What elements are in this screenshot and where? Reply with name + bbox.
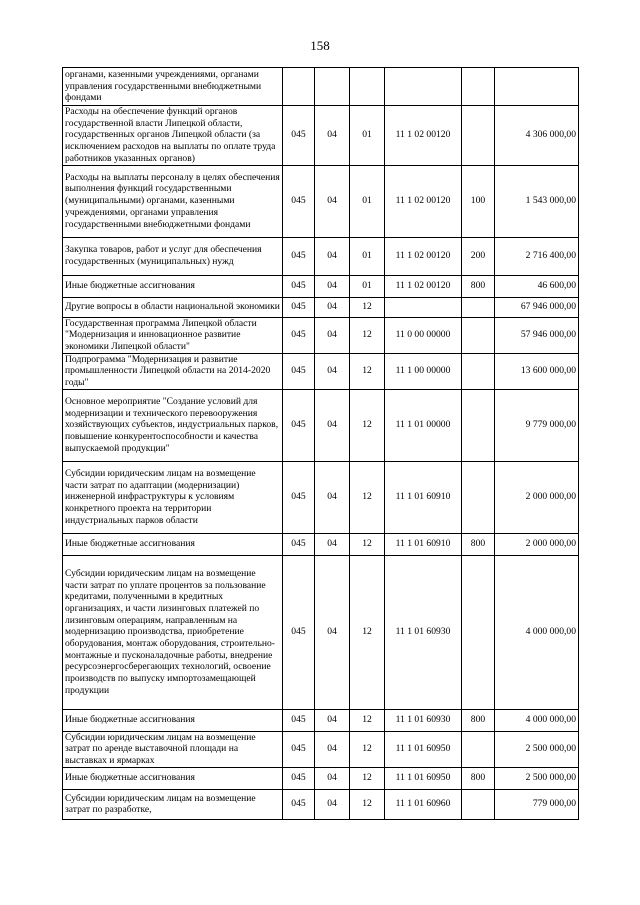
target-article-code: 11 1 01 60930 bbox=[385, 555, 462, 709]
subsection-code: 12 bbox=[350, 731, 385, 767]
subsection-code: 12 bbox=[350, 461, 385, 533]
subsection-code: 12 bbox=[350, 353, 385, 389]
budget-table-body bbox=[63, 68, 579, 820]
section-code: 04 bbox=[315, 389, 350, 461]
section-code: 04 bbox=[315, 353, 350, 389]
expense-type-code bbox=[462, 731, 495, 767]
subsection-code: 12 bbox=[350, 767, 385, 789]
row-name: Иные бюджетные ассигнования bbox=[63, 767, 283, 789]
target-article-code: 11 1 02 00120 bbox=[385, 106, 462, 166]
amount: 779 000,00 bbox=[495, 789, 579, 819]
expense-type-code bbox=[462, 555, 495, 709]
grbs-code: 045 bbox=[283, 731, 315, 767]
amount: 9 779 000,00 bbox=[495, 389, 579, 461]
target-article-code: 11 1 02 00120 bbox=[385, 237, 462, 275]
expense-type-code bbox=[462, 68, 495, 106]
section-code: 04 bbox=[315, 767, 350, 789]
row-name: Субсидии юридическим лицам на возмещение затрат по разработке, bbox=[63, 789, 283, 819]
grbs-code: 045 bbox=[283, 767, 315, 789]
row-name: Расходы на обеспечение функций органов государственной власти Липецкой области, государственных органов Липецкой области (за исключением расходов на выплаты по оплате труда работников указанных органов) bbox=[63, 106, 283, 166]
expense-type-code bbox=[462, 317, 495, 353]
target-article-code: 11 1 01 60950 bbox=[385, 731, 462, 767]
target-article-code: 11 0 00 00000 bbox=[385, 317, 462, 353]
subsection-code: 01 bbox=[350, 106, 385, 166]
expense-type-code bbox=[462, 389, 495, 461]
section-code: 04 bbox=[315, 165, 350, 237]
expense-type-code: 800 bbox=[462, 709, 495, 731]
row-name: Основное мероприятие "Создание условий для модернизации и технического перевооружения хозяйствующих субъектов, индустриальных парков, повышение конкурентоспособности и качества выпускаемой продукции" bbox=[63, 389, 283, 461]
subsection-code: 12 bbox=[350, 297, 385, 317]
amount: 67 946 000,00 bbox=[495, 297, 579, 317]
table-row bbox=[63, 353, 579, 389]
section-code: 04 bbox=[315, 275, 350, 297]
expense-type-code: 800 bbox=[462, 533, 495, 555]
subsection-code: 12 bbox=[350, 533, 385, 555]
row-name: Субсидии юридическим лицам на возмещение части затрат по адаптации (модернизации) инженерной инфраструктуры к условиям конкретного проекта на территории индустриальных парков области bbox=[63, 461, 283, 533]
table-row bbox=[63, 731, 579, 767]
target-article-code bbox=[385, 297, 462, 317]
row-name: Подпрограмма "Модернизация и развитие промышленности Липецкой области на 2014-2020 годы" bbox=[63, 353, 283, 389]
section-code: 04 bbox=[315, 731, 350, 767]
table-row bbox=[63, 389, 579, 461]
target-article-code: 11 1 00 00000 bbox=[385, 353, 462, 389]
table-row bbox=[63, 709, 579, 731]
amount: 2 000 000,00 bbox=[495, 461, 579, 533]
table-row bbox=[63, 275, 579, 297]
row-name: Закупка товаров, работ и услуг для обеспечения государственных (муниципальных) нужд bbox=[63, 237, 283, 275]
grbs-code: 045 bbox=[283, 461, 315, 533]
row-name: Субсидии юридическим лицам на возмещение затрат по аренде выставочной площади на выставках и ярмарках bbox=[63, 731, 283, 767]
grbs-code: 045 bbox=[283, 297, 315, 317]
amount: 46 600,00 bbox=[495, 275, 579, 297]
table-row bbox=[63, 533, 579, 555]
section-code: 04 bbox=[315, 297, 350, 317]
table-row bbox=[63, 555, 579, 709]
table-row bbox=[63, 237, 579, 275]
subsection-code: 01 bbox=[350, 237, 385, 275]
grbs-code: 045 bbox=[283, 317, 315, 353]
grbs-code: 045 bbox=[283, 106, 315, 166]
amount: 2 000 000,00 bbox=[495, 533, 579, 555]
target-article-code bbox=[385, 68, 462, 106]
table-row bbox=[63, 461, 579, 533]
amount: 2 500 000,00 bbox=[495, 767, 579, 789]
subsection-code bbox=[350, 68, 385, 106]
section-code: 04 bbox=[315, 555, 350, 709]
subsection-code: 01 bbox=[350, 165, 385, 237]
grbs-code: 045 bbox=[283, 165, 315, 237]
section-code: 04 bbox=[315, 533, 350, 555]
expense-type-code bbox=[462, 297, 495, 317]
row-name: органами, казенными учреждениями, органами управления государственными внебюджетными фондами bbox=[63, 68, 283, 106]
target-article-code: 11 1 02 00120 bbox=[385, 165, 462, 237]
subsection-code: 01 bbox=[350, 275, 385, 297]
budget-table bbox=[62, 67, 579, 820]
row-name: Иные бюджетные ассигнования bbox=[63, 533, 283, 555]
expense-type-code bbox=[462, 789, 495, 819]
target-article-code: 11 1 01 00000 bbox=[385, 389, 462, 461]
amount: 4 306 000,00 bbox=[495, 106, 579, 166]
expense-type-code: 800 bbox=[462, 275, 495, 297]
row-name: Субсидии юридическим лицам на возмещение части затрат по уплате процентов за пользование кредитами, полученными в кредитных организациях, и части лизинговых платежей по лизинговым операциям, направленным на модернизацию производства, приобретение оборудования, монтаж оборудования, строительно-монтажные и пусконаладочные работы, внедрение ресурсоэнергосберегающих технологий, освоение производств по выпуску импортозамещающей продукции bbox=[63, 555, 283, 709]
amount: 57 946 000,00 bbox=[495, 317, 579, 353]
grbs-code: 045 bbox=[283, 275, 315, 297]
table-row bbox=[63, 165, 579, 237]
table-row bbox=[63, 789, 579, 819]
section-code: 04 bbox=[315, 709, 350, 731]
section-code: 04 bbox=[315, 317, 350, 353]
target-article-code: 11 1 01 60930 bbox=[385, 709, 462, 731]
amount: 13 600 000,00 bbox=[495, 353, 579, 389]
section-code: 04 bbox=[315, 106, 350, 166]
expense-type-code bbox=[462, 353, 495, 389]
table-row bbox=[63, 767, 579, 789]
expense-type-code bbox=[462, 461, 495, 533]
amount: 1 543 000,00 bbox=[495, 165, 579, 237]
section-code bbox=[315, 68, 350, 106]
target-article-code: 11 1 02 00120 bbox=[385, 275, 462, 297]
grbs-code: 045 bbox=[283, 533, 315, 555]
target-article-code: 11 1 01 60950 bbox=[385, 767, 462, 789]
amount: 2 500 000,00 bbox=[495, 731, 579, 767]
row-name: Иные бюджетные ассигнования bbox=[63, 275, 283, 297]
expense-type-code: 800 bbox=[462, 767, 495, 789]
amount: 4 000 000,00 bbox=[495, 555, 579, 709]
table-row bbox=[63, 317, 579, 353]
table-row bbox=[63, 106, 579, 166]
expense-type-code: 200 bbox=[462, 237, 495, 275]
amount: 2 716 400,00 bbox=[495, 237, 579, 275]
row-name: Государственная программа Липецкой области "Модернизация и инновационное развитие экономики Липецкой области" bbox=[63, 317, 283, 353]
grbs-code bbox=[283, 68, 315, 106]
grbs-code: 045 bbox=[283, 353, 315, 389]
amount bbox=[495, 68, 579, 106]
grbs-code: 045 bbox=[283, 709, 315, 731]
target-article-code: 11 1 01 60960 bbox=[385, 789, 462, 819]
section-code: 04 bbox=[315, 789, 350, 819]
amount: 4 000 000,00 bbox=[495, 709, 579, 731]
grbs-code: 045 bbox=[283, 389, 315, 461]
subsection-code: 12 bbox=[350, 789, 385, 819]
subsection-code: 12 bbox=[350, 709, 385, 731]
subsection-code: 12 bbox=[350, 555, 385, 709]
expense-type-code: 100 bbox=[462, 165, 495, 237]
target-article-code: 11 1 01 60910 bbox=[385, 533, 462, 555]
target-article-code: 11 1 01 60910 bbox=[385, 461, 462, 533]
page-number: 158 bbox=[310, 38, 330, 53]
row-name: Другие вопросы в области национальной экономики bbox=[63, 297, 283, 317]
section-code: 04 bbox=[315, 237, 350, 275]
table-row bbox=[63, 297, 579, 317]
table-row bbox=[63, 68, 579, 106]
section-code: 04 bbox=[315, 461, 350, 533]
grbs-code: 045 bbox=[283, 237, 315, 275]
expense-type-code bbox=[462, 106, 495, 166]
subsection-code: 12 bbox=[350, 317, 385, 353]
grbs-code: 045 bbox=[283, 555, 315, 709]
row-name: Расходы на выплаты персоналу в целях обеспечения выполнения функций государственными (муниципальными) органами, казенными учреждениями, органами управления государственными внебюджетными фондами bbox=[63, 165, 283, 237]
row-name: Иные бюджетные ассигнования bbox=[63, 709, 283, 731]
grbs-code: 045 bbox=[283, 789, 315, 819]
subsection-code: 12 bbox=[350, 389, 385, 461]
